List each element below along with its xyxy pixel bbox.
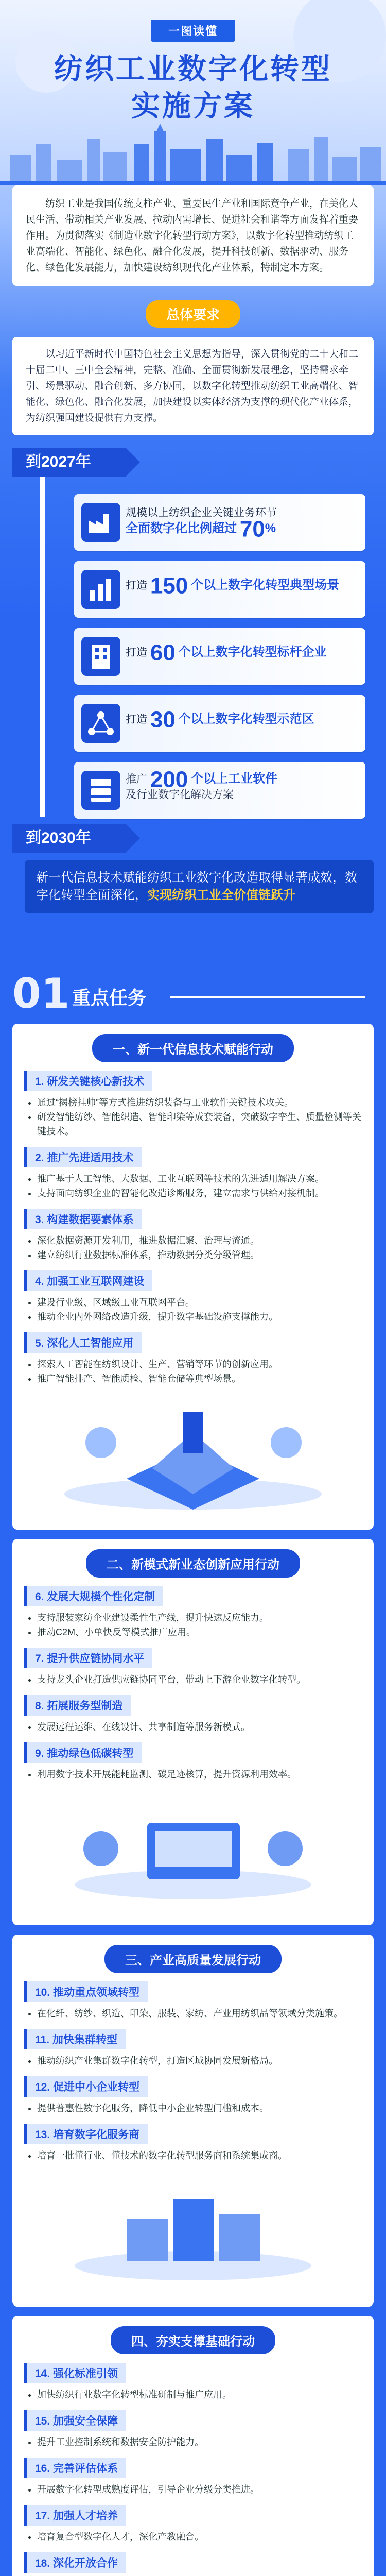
task-item-title: 10. 推动重点领域转型: [24, 1981, 148, 2002]
task-bullet: • 在化纤、纺纱、织造、印染、服装、家纺、产业用纺织品等领域分类施策。: [37, 2006, 362, 2021]
task-panel-title: 二、新模式新业态创新应用行动: [86, 1549, 300, 1578]
task-item: [24, 1270, 362, 1324]
target-card: [74, 762, 365, 819]
tasks-section-header: [0, 970, 386, 1018]
factory-icon: [81, 503, 120, 542]
task-bullet: • 推广基于人工智能、大数据、工业互联网等技术的先进适用解决方案。: [37, 1172, 362, 1186]
tasks-section-title: 重点任务: [72, 987, 147, 1008]
task-item-title: 8. 拓展服务型制造: [24, 1695, 131, 1716]
requirements-pill: 总体要求: [146, 300, 240, 328]
target-text-extra: 及行业数字化解决方案: [126, 789, 234, 801]
task-item: [24, 1648, 362, 1687]
digital-factory-illustration-icon: [24, 1391, 362, 1515]
timeline-line: [40, 477, 45, 817]
task-bullet: • 深化数据资源开发利用，推进数据汇聚、治理与流通。: [37, 1233, 362, 1248]
task-item: [24, 1981, 362, 2021]
task-item-title: 18. 深化开放合作: [24, 2552, 126, 2573]
requirements-text: 以习近平新时代中国特色社会主义思想为指导，深入贯彻党的二十大和二十届二中、三中全会精神，完整、准确、全面贯彻新发展理念，坚持需求牵引、场景驱动、融合创新、多方协同，以数字化转型推动纺织工业高端化、智能化、绿色化、融合化发展，加快建设以实体经济为支撑的现代化产业体系，为纺织强国建设提供有力支撑。: [12, 337, 374, 435]
task-item: [24, 2076, 362, 2115]
header: [0, 0, 386, 185]
task-item-title: 2. 推广先进适用技术: [24, 1147, 142, 1167]
task-bullet: • 利用数字技术开展能耗监测、碳足迹核算，提升资源利用效率。: [37, 1767, 362, 1782]
building-icon: [81, 637, 120, 676]
task-item-title: 17. 加强人才培养: [24, 2505, 126, 2526]
task-bullet: • 推广智能排产、智能质检、智能仓储等典型场景。: [37, 1371, 362, 1386]
task-panel: [12, 2316, 374, 2576]
task-bullet: • 发展远程运维、在线设计、共享制造等服务新模式。: [37, 1720, 362, 1734]
target-text: 打造: [126, 714, 147, 725]
industry-illustration-icon: [24, 2168, 362, 2292]
task-bullet: • 培育一批懂行业、懂技术的数字化转型服务商和系统集成商。: [37, 2148, 362, 2163]
target-unit: %: [265, 521, 276, 535]
target-2030-text-pre: 新一代信息技术赋能纺织工业数字化改造取得显著成效，数字化转型全面深化，: [36, 871, 357, 902]
requirements-header: [0, 300, 386, 328]
task-bullet: • 推动企业内外网络改造升级，提升数字基础设施支撑能力。: [37, 1310, 362, 1324]
task-bullet: • 通过“揭榜挂帅”等方式推进纺织装备与工业软件关键技术攻关。: [37, 1095, 362, 1110]
task-item-title: 3. 构建数据要素体系: [24, 1209, 142, 1229]
tasks-section-number: 01: [12, 970, 70, 1018]
server-icon: [81, 771, 120, 810]
task-bullet: • 建立纺织行业数据标准体系，推动数据分类分级管理。: [37, 1248, 362, 1262]
task-item: [24, 1071, 362, 1139]
task-item: [24, 2029, 362, 2068]
task-bullet: • 研发智能纺纱、智能织造、智能印染等成套装备，突破数字孪生、质量检测等关键技术。: [37, 1110, 362, 1139]
task-bullet: • 加快纺织行业数字化转型标准研制与推广应用。: [37, 2387, 362, 2402]
task-panel: [12, 1024, 374, 1530]
target-number: 150: [150, 573, 188, 599]
target-card: [74, 695, 365, 752]
task-panel: [12, 1935, 374, 2307]
target-card: [74, 561, 365, 618]
target-number: 30: [150, 707, 176, 733]
task-panel-title: 三、产业高质量发展行动: [104, 1945, 282, 1973]
task-item-title: 16. 完善评估体系: [24, 2458, 126, 2478]
target-card: [74, 628, 365, 685]
chart-icon: [81, 570, 120, 609]
target-card: [74, 494, 365, 551]
task-item-title: 15. 加强安全保障: [24, 2410, 126, 2431]
targets-timeline: [12, 448, 374, 942]
target-text: 打造: [126, 580, 147, 591]
task-bullet: • 推动C2M、小单快反等模式推广应用。: [37, 1625, 362, 1639]
task-item-title: 5. 深化人工智能应用: [24, 1332, 142, 1353]
year-2030-tab: 到2030年: [12, 824, 126, 853]
target-2030-highlight: 实现纺织工业全价值链跃升: [147, 888, 295, 902]
task-bullet: • 支持龙头企业打造供应链协同平台，带动上下游企业数字化转型。: [37, 1672, 362, 1687]
task-panel-title: 四、夯实支撑基础行动: [111, 2326, 275, 2354]
target-text: 规模以上纺织企业关键业务环节: [126, 507, 277, 519]
section-divider: [170, 996, 365, 998]
task-bullet: • 探索人工智能在纺织设计、生产、营销等环节的创新应用。: [37, 1357, 362, 1371]
target-highlight: 个以上数字化转型标杆企业: [178, 645, 327, 659]
task-item: [24, 1332, 362, 1386]
task-item: [24, 1742, 362, 1782]
task-item: [24, 2458, 362, 2497]
task-item: [24, 2410, 362, 2449]
target-text: 推广: [126, 773, 147, 785]
task-item-title: 6. 发展大规模个性化定制: [24, 1586, 163, 1606]
task-item-title: 4. 加强工业互联网建设: [24, 1270, 152, 1291]
task-item-title: 1. 研发关键核心新技术: [24, 1071, 152, 1091]
network-icon: [81, 704, 120, 743]
target-highlight: 个以上数字化转型示范区: [178, 712, 314, 726]
task-bullet: • 支持服装家纺企业建设柔性生产线，提升快速反应能力。: [37, 1611, 362, 1625]
target-number: 60: [150, 640, 176, 666]
task-panel: [12, 1539, 374, 1925]
task-item-title: 12. 促进中小企业转型: [24, 2076, 148, 2097]
task-item: [24, 2505, 362, 2544]
task-bullet: • 提升工业控制系统和数据安全防护能力。: [37, 2435, 362, 2449]
platform-illustration-icon: [24, 1787, 362, 1910]
year-2027-tab: 到2027年: [12, 448, 126, 477]
task-bullet: • 提供普惠性数字化服务，降低中小企业转型门槛和成本。: [37, 2101, 362, 2115]
header-tag: 一图读懂: [151, 20, 235, 42]
task-item-title: 14. 强化标准引领: [24, 2363, 126, 2383]
task-bullet: • 建设行业级、区域级工业互联网平台。: [37, 1295, 362, 1310]
page-title-line2: 实施方案: [131, 90, 255, 123]
city-skyline-icon: [0, 124, 386, 185]
task-item-title: 11. 加快集群转型: [24, 2029, 126, 2049]
task-panel-title: 一、新一代信息技术赋能行动: [92, 1034, 294, 1062]
target-highlight: 个以上数字化转型典型场景: [191, 578, 340, 592]
task-item: [24, 2363, 362, 2402]
task-item: [24, 1586, 362, 1639]
target-number: 70: [239, 516, 265, 542]
task-item-title: 9. 推动绿色低碳转型: [24, 1742, 142, 1763]
task-bullet: • 支持面向纺织企业的智能化改造诊断服务，建立需求与供给对接机制。: [37, 1186, 362, 1200]
page-title-line1: 纺织工业数字化转型: [54, 53, 332, 86]
target-highlight: 全面数字化比例超过: [126, 521, 237, 535]
task-bullet: • 开展数字化转型成熟度评估，引导企业分级分类推进。: [37, 2482, 362, 2497]
task-item: [24, 1147, 362, 1200]
task-item-title: 13. 培育数字化服务商: [24, 2124, 148, 2144]
task-item: [24, 1695, 362, 1734]
target-number: 200: [150, 767, 188, 792]
task-item: [24, 2124, 362, 2163]
target-text: 打造: [126, 647, 147, 658]
task-bullet: • 推动纺织产业集群数字化转型，打造区域协同发展新格局。: [37, 2054, 362, 2068]
target-highlight: 个以上工业软件: [191, 772, 278, 786]
target-2030-text: [25, 860, 374, 913]
intro-paragraph: 纺织工业是我国传统支柱产业、重要民生产业和国际竞争产业，在美化人民生活、带动相关产业发展、拉动内需增长、促进社会和谐等方面发挥着重要作用。为贯彻落实《制造业数字化转型行动方案》，以数字化转型推动纺织工业高端化、智能化、绿色化、融合化发展，提升科技创新、数据驱动、服务化、绿色化发展能力，加快建设纺织现代化产业体系，特制定本方案。: [12, 185, 374, 286]
task-item: [24, 1209, 362, 1262]
task-bullet: • 培育复合型数字化人才，深化产教融合。: [37, 2530, 362, 2544]
task-item-title: 7. 提升供应链协同水平: [24, 1648, 152, 1668]
task-item: [24, 2552, 362, 2576]
